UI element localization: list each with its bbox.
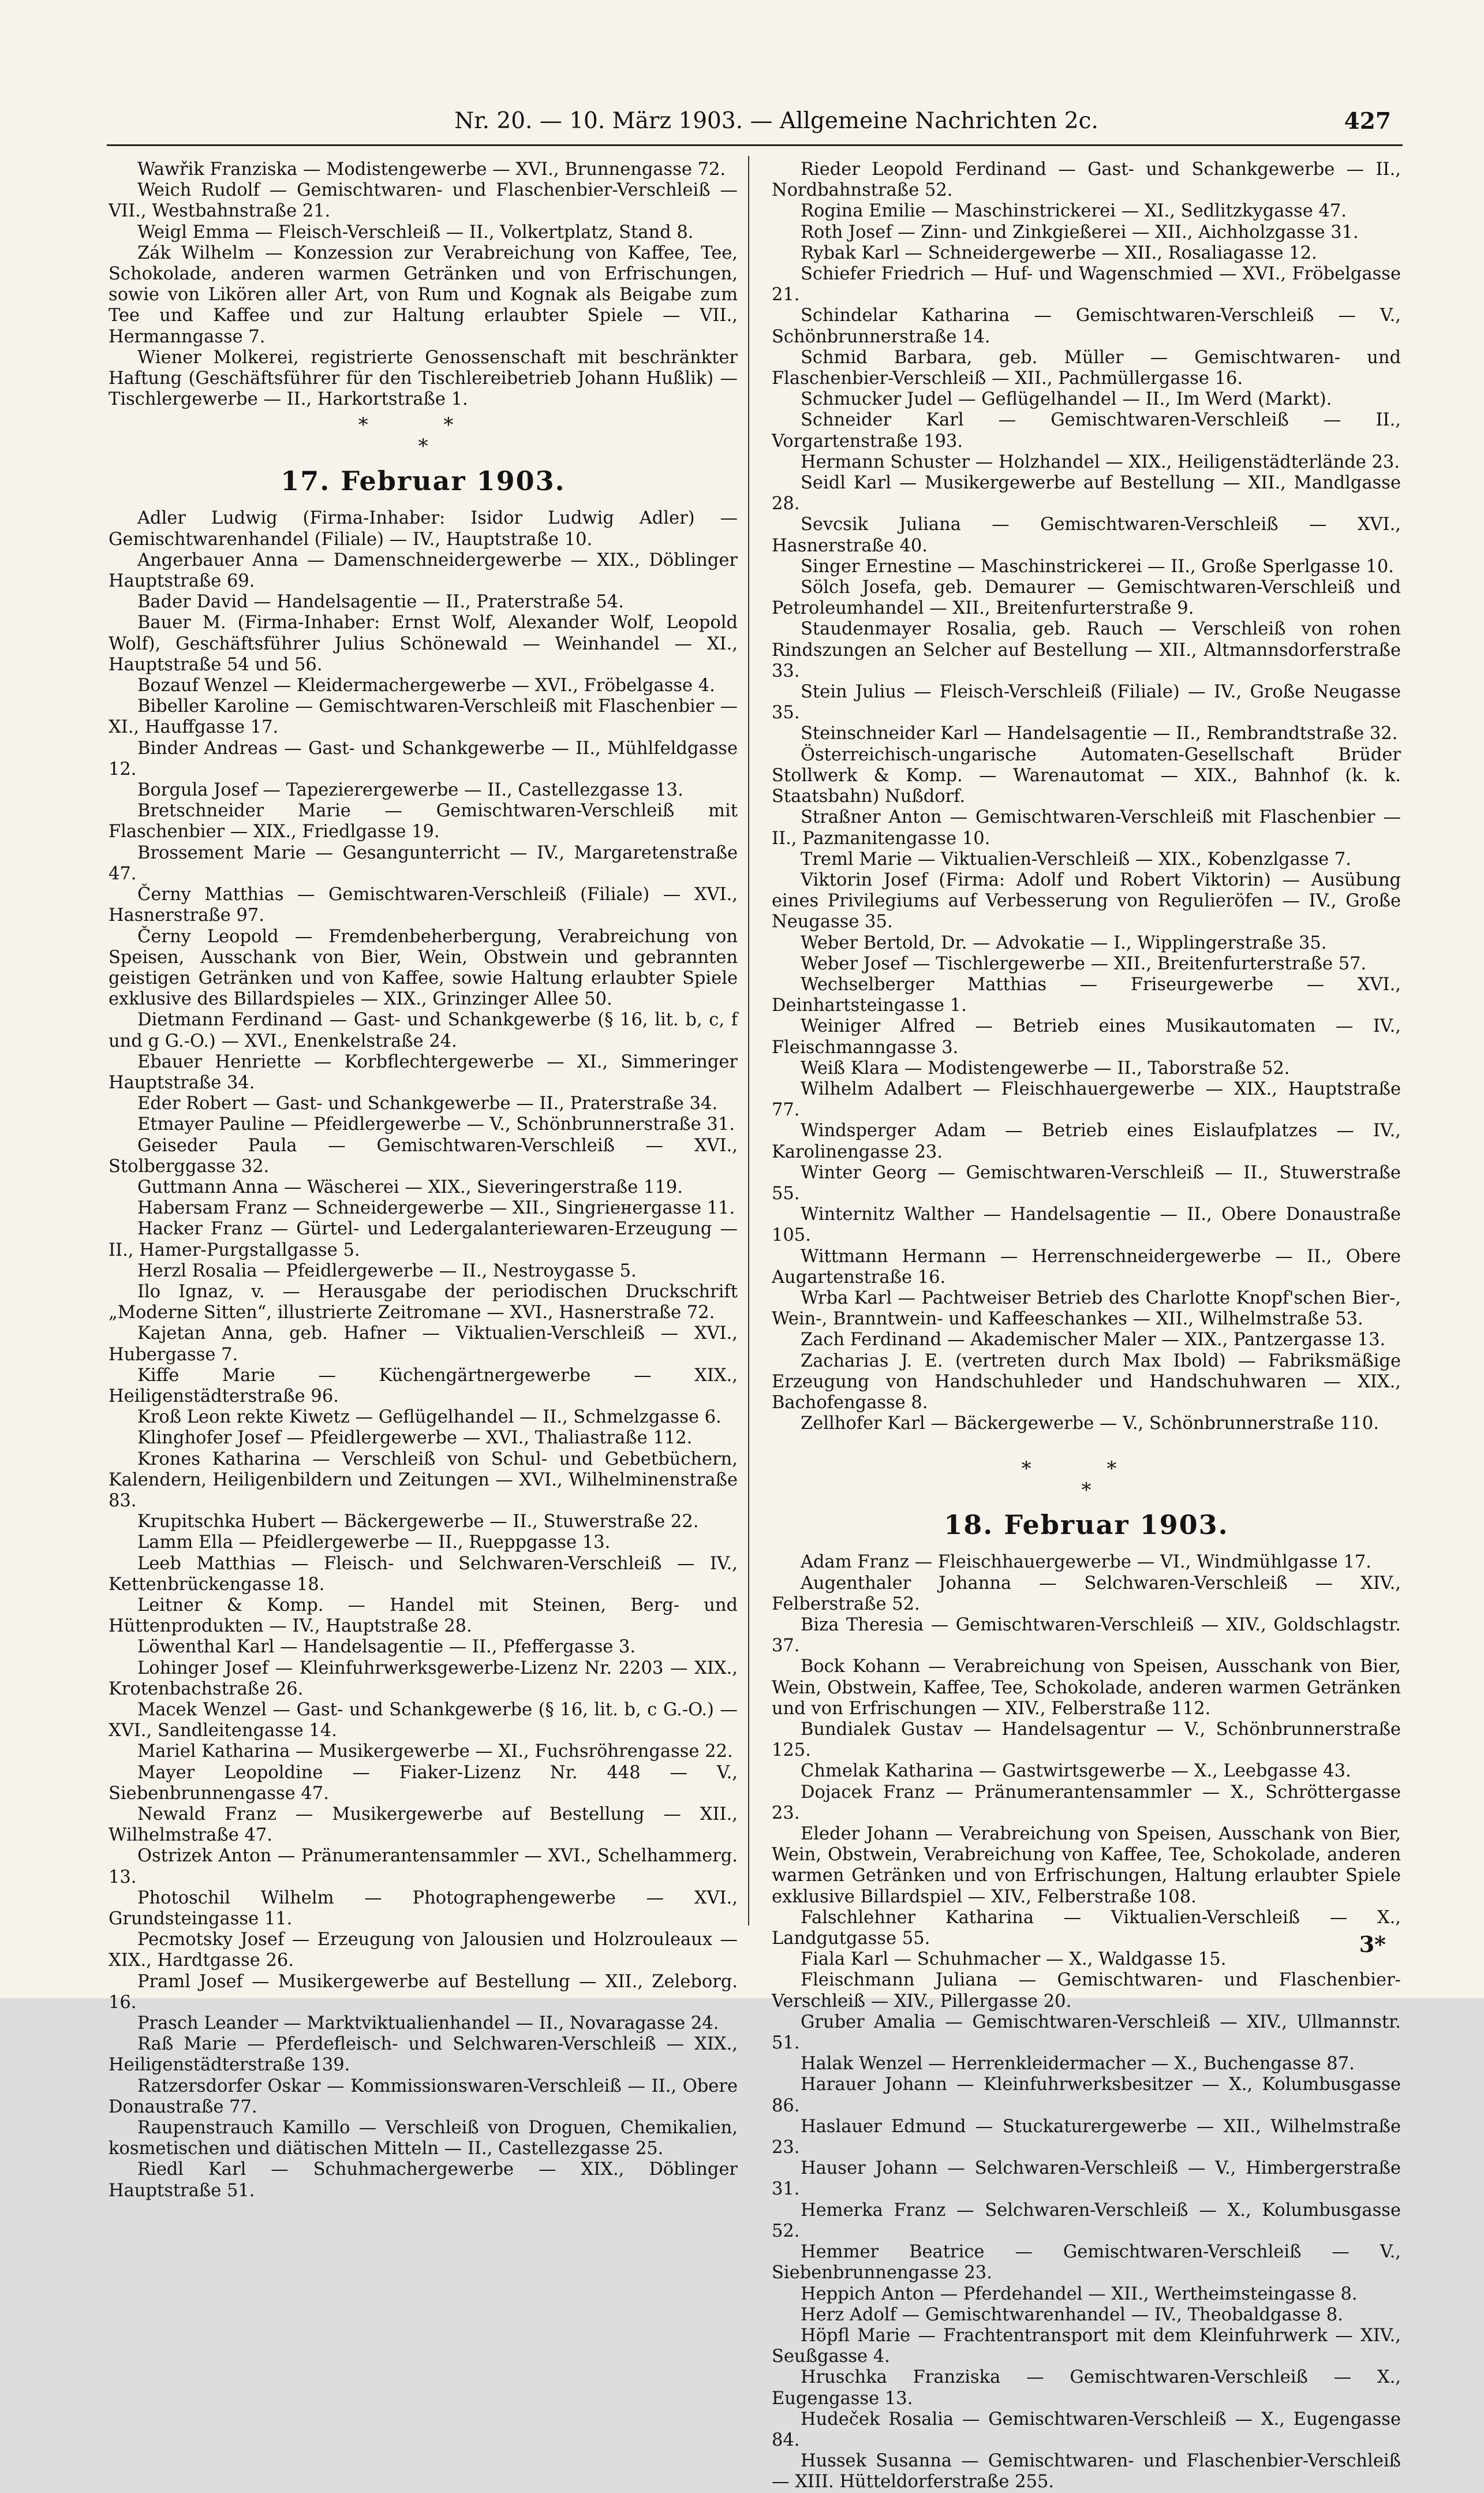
- listing-entry: Dietmann Ferdinand — Gast- und Schankgewerbe (§ 16, lit. b, c, f und g G.-O.) — XVI., Enenkelstraße 24.: [109, 1010, 738, 1051]
- listing-entry: Photoschil Wilhelm — Photographengewerbe — XVI., Grundsteingasse 11.: [109, 1887, 738, 1930]
- section-date-heading: 17. Februar 1903.: [281, 465, 566, 497]
- listing-entry: Chmelak Katharina — Gastwirtsgewerbe — X., Leebgasse 43.: [801, 1761, 1351, 1782]
- listing-entry: Praml Josef — Musikergewerbe auf Bestellung — XII., Zeleborg. 16.: [109, 1971, 738, 2013]
- listing-entry: Zellhofer Karl — Bäckergewerbe — V., Schönbrunnerstraße 110.: [801, 1413, 1379, 1434]
- listing-entry: Habersam Franz — Schneidergewerbe — XII., Singriенergasse 11.: [137, 1198, 735, 1219]
- listing-entry: Brossement Marie — Gesangunterricht — IV., Margaretenstraße 47.: [109, 842, 738, 884]
- listing-entry: Treml Marie — Viktualien-Verschleiß — XIX., Kobenzlgasse 7.: [801, 849, 1351, 869]
- listing-entry: Sölch Josefa, geb. Demaurer — Gemischtwaren-Verschleiß und Petroleumhandel — XII., Breitenfurterstraße 9.: [772, 577, 1401, 619]
- listing-entry: Zach Ferdinand — Akademischer Maler — XIX., Pantzergasse 13.: [801, 1330, 1386, 1350]
- listing-entry: Hermann Schuster — Holzhandel — XIX., Heiligenstädterlände 23.: [801, 451, 1400, 472]
- listing-entry: Weich Rudolf — Gemischtwaren- und Flaschenbier-Verschleiß — VII., Westbahnstraße 21.: [109, 180, 738, 222]
- listing-entry: Geiseder Paula — Gemischtwaren-Verschleiß — XVI., Stolberggasse 32.: [109, 1135, 738, 1177]
- listing-entry: Adam Franz — Fleischhauergewerbe — VI., Windmühlgasse 17.: [801, 1552, 1371, 1573]
- listing-entry: Hemmer Beatrice — Gemischtwaren-Verschleiß — V., Siebenbrunnengasse 23.: [772, 2242, 1401, 2283]
- listing-entry: Wechselberger Matthias — Friseurgewerbe — XVI., Deinhartsteingasse 1.: [772, 974, 1401, 1016]
- listing-entry: Zacharias J. E. (vertreten durch Max Ibold) — Fabriksmäßige Erzeugung von Handschuhleder und Handschuhwaren — XIX., Bachofengasse 8.: [772, 1350, 1401, 1413]
- listing-entry: Leitner & Komp. — Handel mit Steinen, Berg- und Hüttenprodukten — IV., Hauptstraße 28.: [109, 1595, 738, 1637]
- listing-entry: Halak Wenzel — Herrenkleidermacher — X., Buchengasse 87.: [801, 2054, 1355, 2074]
- listing-entry: Kajetan Anna, geb. Hafner — Viktualien-Verschleiß — XVI., Hubergasse 7.: [109, 1323, 738, 1365]
- listing-entry: Weiniger Alfred — Betrieb eines Musikautomaten — IV., Fleischmanngasse 3.: [772, 1016, 1401, 1058]
- listing-entry: Borgula Josef — Tapezierergewerbe — II., Castellezgasse 13.: [137, 780, 683, 801]
- listing-entry: Adler Ludwig (Firma-Inhaber: Isidor Ludwig Adler) — Gemischtwarenhandel (Filiale) — IV., Hauptstraße 10.: [109, 508, 738, 550]
- listing-entry: Eleder Johann — Verabreichung von Speisen, Ausschank von Bier, Wein, Obstwein, Verabreichung von Kaffee, Tee, Schokolade, anderen warmen Getränken und von Erfrischungen, Haltung erlaubter Spiele exklusive Billardspiel — XIV., Felberstraße 108.: [772, 1824, 1401, 1907]
- listing-entry: Bretschneider Marie — Gemischtwaren-Verschleiß mit Flaschenbier — XIX., Friedlgasse 19.: [109, 801, 738, 842]
- listing-entry: Bibeller Karoline — Gemischtwaren-Verschleiß mit Flaschenbier — XI., Hauffgasse 17.: [109, 696, 738, 738]
- listing-entry: Seidl Karl — Musikergewerbe auf Bestellung — XII., Mandlgasse 28.: [772, 473, 1401, 514]
- column-divider: [748, 156, 749, 1925]
- signature-mark: 3*: [1359, 1931, 1386, 1957]
- listing-entry: Schmid Barbara, geb. Müller — Gemischtwaren- und Flaschenbier-Verschleiß — XII., Pachmüllergasse 16.: [772, 347, 1401, 389]
- right-entries-top: [772, 159, 1401, 1434]
- listing-entry: Rybak Karl — Schneidergewerbe — XII., Rosaliagasse 12.: [801, 242, 1317, 263]
- listing-entry: Bader David — Handelsagentie — II., Praterstraße 54.: [137, 592, 624, 613]
- listing-entry: Dojacek Franz — Pränumerantensammler — X., Schröttergasse 23.: [772, 1782, 1401, 1823]
- listing-entry: Wilhelm Adalbert — Fleischhauergewerbe — XIX., Hauptstraße 77.: [772, 1078, 1401, 1121]
- listing-entry: Windsperger Adam — Betrieb eines Eislaufplatzes — IV., Karolinengasse 23.: [772, 1121, 1401, 1162]
- listing-entry: Rieder Leopold Ferdinand — Gast- und Schankgewerbe — II., Nordbahnstraße 52.: [772, 159, 1401, 201]
- listing-entry: Černy Leopold — Fremdenbeherbergung, Verabreichung von Speisen, Ausschank von Bier, Wein, Obstwein und gebrannten geistigen Getränken und von Kaffee, sowie Haltung erlaubter Spiele exklusive des Billardspieles — XIX., Grinzinger Allee 50.: [109, 926, 738, 1010]
- listing-entry: Ostrizek Anton — Pränumerantensammler — XVI., Schelhammerg. 13.: [109, 1846, 738, 1887]
- right-column: [772, 159, 1401, 2492]
- listing-entry: Singer Ernestine — Maschinstrickerei — II., Große Sperlgasse 10.: [801, 556, 1394, 577]
- listing-entry: Mayer Leopoldine — Fiaker-Lizenz Nr. 448 — V., Siebenbrunnengasse 47.: [109, 1762, 738, 1804]
- listing-entry: Newald Franz — Musikergewerbe auf Bestellung — XII., Wilhelmstraße 47.: [109, 1804, 738, 1846]
- listing-entry: Ebauer Henriette — Korbflechtergewerbe — XI., Simmeringer Hauptstraße 34.: [109, 1051, 738, 1093]
- listing-entry: Etmayer Pauline — Pfeidlergewerbe — V., Schönbrunnerstraße 31.: [137, 1114, 735, 1135]
- listing-entry: Heppich Anton — Pferdehandel — XII., Wertheimsteingasse 8.: [801, 2283, 1358, 2304]
- header-title: Nr. 20. — 10. März 1903. — Allgemeine Nachrichten 2c.: [454, 108, 1098, 134]
- listing-entry: Hauser Johann — Selchwaren-Verschleiß — V., Himbergerstraße 31.: [772, 2158, 1401, 2200]
- listing-entry: Pecmotsky Josef — Erzeugung von Jalousien und Holzrouleaux — XIX., Hardtgasse 26.: [109, 1930, 738, 1971]
- listing-entry: Steinschneider Karl — Handelsagentie — II., Rembrandtstraße 32.: [801, 723, 1398, 744]
- section-separator-star: *: [418, 435, 428, 458]
- listing-entry: Hussek Susanna — Gemischtwaren- und Flaschenbier-Verschleiß — XIII. Hütteldorferstraße 255.: [772, 2451, 1401, 2492]
- listing-entry: Krones Katharina — Verschleiß von Schul- und Gebetbüchern, Kalendern, Heiligenbildern und Zeitungen — XVI., Wilhelminenstraße 83.: [109, 1449, 738, 1511]
- listing-entry: Wrba Karl — Pachtweiser Betrieb des Charlotte Knopf'schen Bier-, Wein-, Branntwein- und Kaffeeschankes — XII., Wilhelmstraße 53.: [772, 1287, 1401, 1330]
- listing-entry: Macek Wenzel — Gast- und Schankgewerbe (§ 16, lit. b, c G.-O.) — XVI., Sandleitengasse 14.: [109, 1700, 738, 1741]
- listing-entry: Černy Matthias — Gemischtwaren-Verschleiß (Filiale) — XVI., Hasnerstraße 97.: [109, 885, 738, 926]
- listing-entry: Guttmann Anna — Wäscherei — XIX., Sieveringerstraße 119.: [137, 1177, 683, 1197]
- listing-entry: Roth Josef — Zinn- und Zinkgießerei — XII., Aichholzgasse 31.: [801, 222, 1359, 242]
- listing-entry: Winter Georg — Gemischtwaren-Verschleiß — II., Stuwerstraße 55.: [772, 1162, 1401, 1204]
- listing-entry: Höpfl Marie — Frachtentransport mit dem Kleinfuhrwerk — XIV., Seußgasse 4.: [772, 2325, 1401, 2367]
- listing-entry: Prasch Leander — Marktviktualienhandel — II., Novaragasse 24.: [137, 2013, 719, 2034]
- listing-entry: Löwenthal Karl — Handelsagentie — II., Pfeffergasse 3.: [137, 1637, 636, 1658]
- section-separator-stars: * *: [358, 413, 488, 437]
- listing-entry: Haslauer Edmund — Stuckaturergewerbe — XII., Wilhelmstraße 23.: [772, 2116, 1401, 2158]
- listing-entry: Weigl Emma — Fleisch-Verschleiß — II., Volkertplatz, Stand 8.: [137, 222, 694, 242]
- listing-entry: Kroß Leon rekte Kiwetz — Geflügelhandel — II., Schmelzgasse 6.: [137, 1407, 722, 1428]
- listing-entry: Raß Marie — Pferdefleisch- und Selchwaren-Verschleiß — XIX., Heiligenstädterstraße 139.: [109, 2034, 738, 2076]
- listing-entry: Ilo Ignaz, v. — Herausgabe der periodischen Druckschrift „Moderne Sitten“, illustrierte Zeitromane — XVI., Hasnerstraße 72.: [109, 1281, 738, 1323]
- listing-entry: Klinghofer Josef — Pfeidlergewerbe — XVI., Thaliastraße 112.: [137, 1428, 693, 1449]
- listing-entry: Fiala Karl — Schuhmacher — X., Waldgasse 15.: [801, 1949, 1227, 1970]
- listing-entry: Herzl Rosalia — Pfeidlergewerbe — II., Nestroygasse 5.: [137, 1260, 637, 1281]
- listing-entry: Staudenmayer Rosalia, geb. Rauch — Verschleiß von rohen Rindszungen an Selcher auf Bestellung — XII., Altmannsdorferstraße 33.: [772, 619, 1401, 681]
- listing-entry: Schneider Karl — Gemischtwaren-Verschleiß — II., Vorgartenstraße 193.: [772, 410, 1401, 451]
- header-rule: [107, 144, 1403, 146]
- listing-entry: Leeb Matthias — Fleisch- und Selchwaren-Verschleiß — IV., Kettenbrückengasse 18.: [109, 1553, 738, 1595]
- listing-entry: Falschlehner Katharina — Viktualien-Verschleiß — X., Landgutgasse 55.: [772, 1907, 1401, 1949]
- listing-entry: Viktorin Josef (Firma: Adolf und Robert Viktorin) — Ausübung eines Privilegiums auf Verbesserung von Regulieröfen — IV., Große Neugasse 35.: [772, 869, 1401, 932]
- listing-entry: Rogina Emilie — Maschinstrickerei — XI., Sedlitzkygasse 47.: [801, 201, 1347, 222]
- listing-entry: Kiffe Marie — Küchengärtnergewerbe — XIX., Heiligenstädterstraße 96.: [109, 1365, 738, 1406]
- listing-entry: Raupenstrauch Kamillo — Verschleiß von Droguen, Chemikalien, kosmetischen und diätischen Mitteln — II., Castellezgasse 25.: [109, 2118, 738, 2159]
- section-separator-star: *: [1081, 1479, 1091, 1502]
- listing-entry: Augenthaler Johanna — Selchwaren-Verschleiß — XIV., Felberstraße 52.: [772, 1573, 1401, 1614]
- right-entries: [772, 1552, 1401, 2492]
- listing-entry: Fleischmann Juliana — Gemischtwaren- und Flaschenbier-Verschleiß — XIV., Pillergasse 20.: [772, 1970, 1401, 2011]
- listing-entry: Wawřik Franziska — Modistengewerbe — XVI., Brunnengasse 72.: [137, 159, 726, 180]
- listing-entry: Hudeček Rosalia — Gemischtwaren-Verschleiß — X., Eugengasse 84.: [772, 2409, 1401, 2450]
- listing-entry: Lohinger Josef — Kleinfuhrwerksgewerbe-Lizenz Nr. 2203 — XIX., Krotenbachstraße 26.: [109, 1658, 738, 1699]
- listing-entry: Straßner Anton — Gemischtwaren-Verschleiß mit Flaschenbier — II., Pazmanitengasse 10.: [772, 807, 1401, 849]
- listing-entry: Lamm Ella — Pfeidlergewerbe — II., Rueppgasse 13.: [137, 1532, 611, 1553]
- listing-entry: Hemerka Franz — Selchwaren-Verschleiß — X., Kolumbusgasse 52.: [772, 2200, 1401, 2241]
- listing-entry: Bozauf Wenzel — Kleidermachergewerbe — XVI., Fröbelgasse 4.: [137, 676, 715, 696]
- page-number: 427: [1344, 108, 1391, 135]
- listing-entry: Harauer Johann — Kleinfuhrwerksbesitzer — X., Kolumbusgasse 86.: [772, 2074, 1401, 2116]
- listing-entry: Schmucker Judel — Geflügelhandel — II., Im Werd (Markt).: [801, 389, 1332, 410]
- listing-entry: Hruschka Franziska — Gemischtwaren-Verschleiß — X., Eugengasse 13.: [772, 2367, 1401, 2409]
- listing-entry: Weiß Klara — Modistengewerbe — II., Taborstraße 52.: [801, 1058, 1290, 1078]
- listing-entry: Weber Josef — Tischlergewerbe — XII., Breitenfurterstraße 57.: [801, 953, 1367, 974]
- listing-entry: Mariel Katharina — Musikergewerbe — XI., Fuchsröhrengasse 22.: [137, 1741, 733, 1762]
- listing-entry: Krupitschka Hubert — Bäckergewerbe — II., Stuwerstraße 22.: [137, 1512, 699, 1532]
- listing-entry: Bock Kohann — Verabreichung von Speisen, Ausschank von Bier, Wein, Obstwein, Kaffee, Tee, Schokolade, anderen warmen Getränken und von Erfrischungen — XIV., Felberstraße 112.: [772, 1656, 1401, 1719]
- listing-entry: Hacker Franz — Gürtel- und Ledergalanteriewaren-Erzeugung — II., Hamer-Purgstallgasse 5.: [109, 1219, 738, 1260]
- listing-entry: Schindelar Katharina — Gemischtwaren-Verschleiß — V., Schönbrunnerstraße 14.: [772, 305, 1401, 347]
- listing-entry: Winternitz Walther — Handelsagentie — II., Obere Donaustraße 105.: [772, 1204, 1401, 1246]
- listing-entry: Binder Andreas — Gast- und Schankgewerbe — II., Mühlfeldgasse 12.: [109, 738, 738, 779]
- listing-entry: Weber Bertold, Dr. — Advokatie — I., Wipplingerstraße 35.: [801, 932, 1327, 953]
- listing-entry: Österreichisch-ungarische Automaten-Gesellschaft Brüder Stollwerk & Komp. — Warenautomat — XIX., Bahnhof (k. k. Staatsbahn) Nußdorf.: [772, 744, 1401, 807]
- listing-entry: Schiefer Friedrich — Huf- und Wagenschmied — XVI., Fröbelgasse 21.: [772, 264, 1401, 305]
- listing-entry: Riedl Karl — Schuhmachergewerbe — XIX., Döblinger Hauptstraße 51.: [109, 2159, 738, 2201]
- listing-entry: Angerbauer Anna — Damenschneidergewerbe — XIX., Döblinger Hauptstraße 69.: [109, 550, 738, 592]
- listing-entry: Gruber Amalia — Gemischtwaren-Verschleiß — XIV., Ullmannstr. 51.: [772, 2011, 1401, 2054]
- listing-entry: Bundialek Gustav — Handelsagentur — V., Schönbrunnerstraße 125.: [772, 1719, 1401, 1761]
- left-column: [109, 159, 738, 2201]
- left-entries: [109, 508, 738, 2201]
- listing-entry: Stein Julius — Fleisch-Verschleiß (Filiale) — IV., Große Neugasse 35.: [772, 682, 1401, 723]
- listing-entry: Ratzersdorfer Oskar — Kommissionswaren-Verschleiß — II., Obere Donaustraße 77.: [109, 2076, 738, 2117]
- listing-entry: Bauer M. (Firma-Inhaber: Ernst Wolf, Alexander Wolf, Leopold Wolf), Geschäftsführer Julius Schönewald — Weinhandel — XI., Hauptstraße 54 und 56.: [109, 613, 738, 675]
- listing-entry: Wiener Molkerei, registrierte Genossenschaft mit beschränkter Haftung (Geschäftsführer für den Tischlereibetrieb Johann Hußlik) — Tischlergewerbe — II., Harkortstraße 1.: [109, 347, 738, 410]
- listing-entry: Biza Theresia — Gemischtwaren-Verschleiß — XIV., Goldschlagstr. 37.: [772, 1615, 1401, 1656]
- listing-entry: Sevcsik Juliana — Gemischtwaren-Verschleiß — XVI., Hasnerstraße 40.: [772, 514, 1401, 556]
- section-date-heading: 18. Februar 1903.: [944, 1509, 1229, 1541]
- listing-entry: Zák Wilhelm — Konzession zur Verabreichung von Kaffee, Tee, Schokolade, anderen warmen Getränken und von Erfrischungen, sowie von Likören aller Art, von Rum und Kognak als Beigabe zum Tee und Kaffee und zur Haltung erlaubter Spiele — VII., Hermanngasse 7.: [109, 242, 738, 347]
- left-entries-top: [109, 159, 738, 410]
- page-header: [162, 104, 1391, 139]
- listing-entry: Eder Robert — Gast- und Schankgewerbe — II., Praterstraße 34.: [137, 1094, 718, 1114]
- listing-entry: Herz Adolf — Gemischtwarenhandel — IV., Theobaldgasse 8.: [801, 2304, 1343, 2325]
- section-separator-stars: * *: [1021, 1457, 1152, 1481]
- listing-entry: Wittmann Hermann — Herrenschneidergewerbe — II., Obere Augartenstraße 16.: [772, 1246, 1401, 1287]
